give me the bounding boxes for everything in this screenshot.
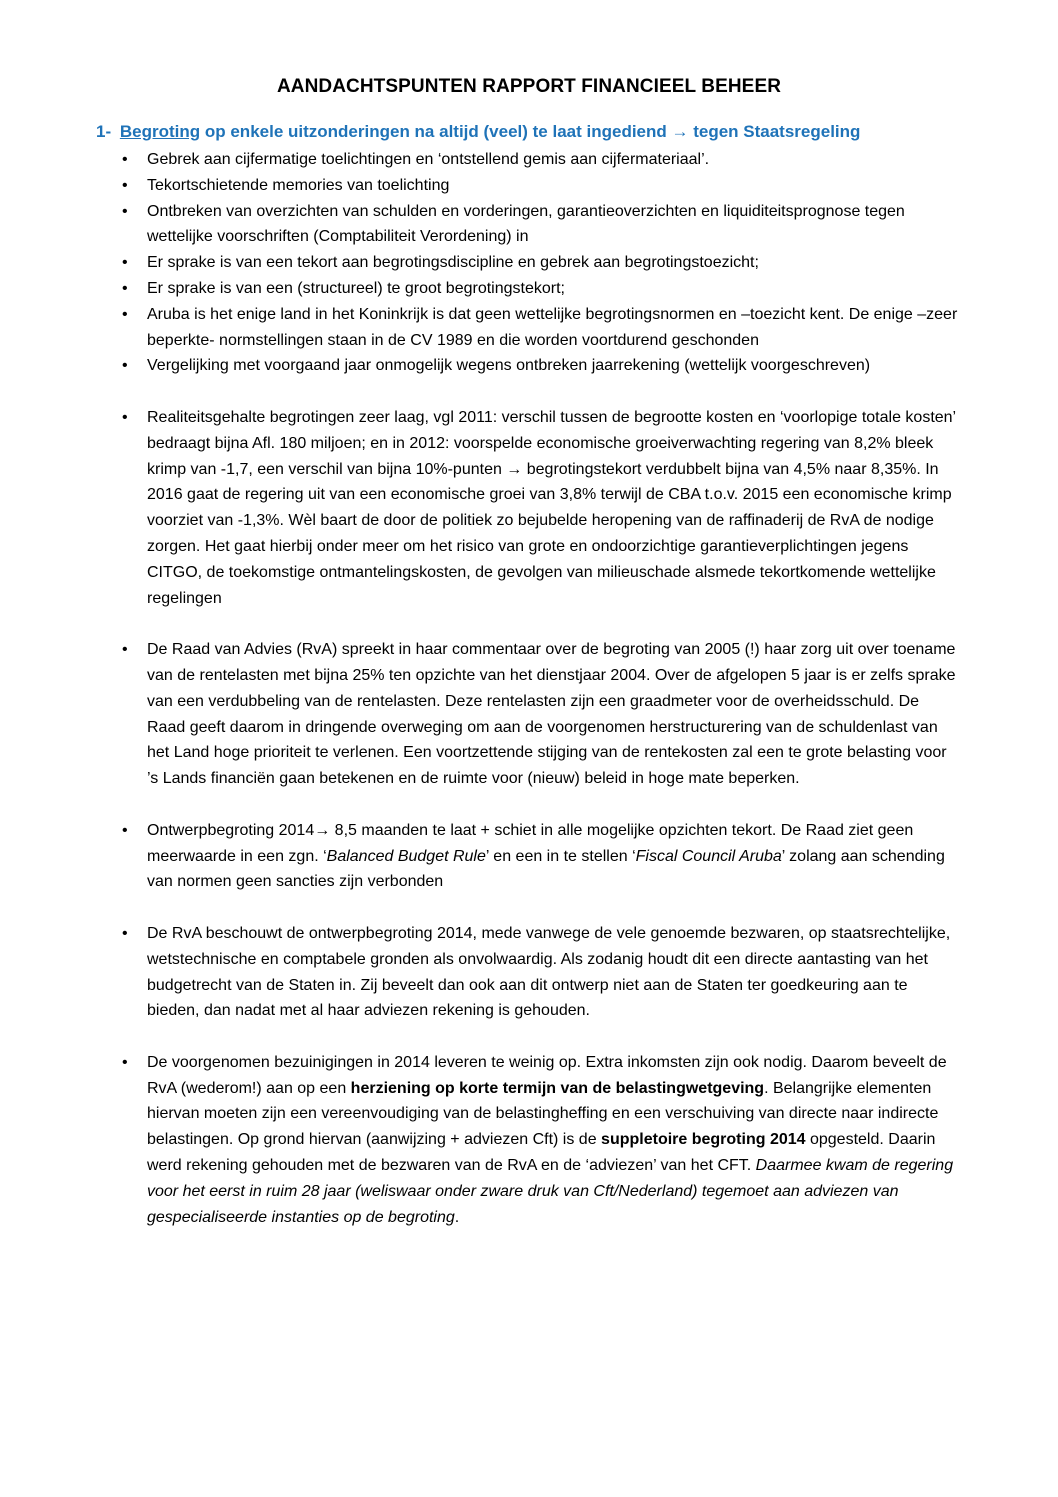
list-item [0,147,1058,173]
bullet-icon: • [122,254,128,272]
list-item-text: Tekortschietende memories van toelichting [147,176,450,194]
list-item-text: De Raad van Advies (RvA) spreekt in haar commentaar over de begroting van 2005 (!) haar zorg uit over toename van de rentelasten met bijna 25% ten opzichte van het dienstjaar 2004. Over de afgelopen 5 jaar is er zelfs sprake van een verdubbeling van de rentelasten. Deze rentelasten zijn een graadmeter voor de overheidsschuld. De Raad geeft daarom in dringende overweging om aan de voorgenomen herstructurering van de schuldenlast van het Land hoge prioriteit te verlenen. Een voortzettende stijging van de rentekosten zal een te grote belasting voor ’s Lands financiën gaan betekenen en de ruimte voor (nieuw) beleid in hoge mate beperken. [147,641,956,788]
spacer [0,1024,1058,1050]
list-item [0,1050,1058,1231]
list-item [0,250,1058,276]
list-item-text: Gebrek aan cijfermatige toelichtingen en ‘ontstellend gemis aan cijfermateriaal’. [147,151,710,168]
list-item [0,405,1058,611]
list-item [0,353,1058,379]
bold-phrase: herziening op korte termijn van de belastingwetgeving [350,1079,765,1097]
list-item [0,637,1058,792]
list-item [0,818,1058,895]
section-heading [96,119,996,145]
section-number: 1- [96,122,112,141]
bullet-icon: • [122,924,128,942]
list-item-text: Er sprake is van een tekort aan begrotingsdiscipline en gebrek aan begrotingstoezicht; [147,254,759,272]
spacer [0,792,1058,818]
list-item [0,199,1058,251]
spacer [0,379,1058,405]
bullet-icon: • [122,357,128,375]
list-item [0,173,1058,199]
bullet-icon: • [122,305,128,323]
list-item-text: De RvA beschouwt de ontwerpbegroting 2014, mede vanwege de vele genoemde bezwaren, op staatsrechtelijke, wetstechnische en comptabele gronden als onvolwaardig. Als zodanig houdt dit een directe aantasting van het budgetrecht van de Staten in. Zij beveelt dan ook aan dit ontwerp niet aan de Staten ter goedkeuring aan te bieden, dan nadat met al haar adviezen rekening is gehouden. [147,924,951,1020]
list-item-text: Aruba is het enige land in het Koninkrijk is dat geen wettelijke begrotingsnormen en –toezicht kent. De enige –zeer beperkte- normstellingen staan in de CV 1989 en die worden voortdurend geschonden [147,305,958,349]
list-item [0,302,1058,354]
spacer [0,895,1058,921]
bold-phrase: suppletoire begroting 2014 [601,1131,806,1149]
bullet-icon: • [122,279,128,297]
list-item-text: Realiteitsgehalte begrotingen zeer laag, vgl 2011: verschil tussen de begrootte kosten en ‘voorlopige totale kosten’ bedraagt bijna Afl. 180 miljoen; en in 2012: voorspelde economische groeiverwachting regering van 8,2% bleek krimp van -1,7, een verschil van bijna 10%-punten → begrotingstekort verdubbelt bijna van 4,5% naar 8,35%. In 2016 gaat de regering uit van een economische groei van 3,8% terwijl de CBA t.o.v. 2015 een economische krimp voorziet van -1,3%. Wèl baart de door de politiek zo bejubelde heropening van de raffinaderij de RvA de nodige zorgen. Het gaat hierbij onder meer om het risico van grote en ondoorzichtige garantieverplichtingen jegens CITGO, de toekomstige ontmantelingskosten, de gevolgen van milieuschade alsmede tekortkomende wettelijke regelingen [147,408,956,607]
italic-term: Fiscal Council Aruba [635,847,782,865]
bullet-list [0,147,1058,1230]
list-item-text: De voorgenomen bezuinigingen in 2014 leveren te weinig op. Extra inkomsten zijn ook nodig. Daarom beveelt de RvA (wederom!) aan op een [147,1053,947,1097]
list-item-text: . [454,1208,460,1226]
list-item [0,276,1058,302]
bullet-icon: • [122,641,128,659]
italic-term: Balanced Budget Rule [326,847,486,865]
bullet-icon: • [122,821,128,839]
section-heading-underlined: Begroting [119,122,201,141]
italic-phrase: Daarmee kwam de regering voor het eerst in ruim 28 jaar (weliswaar onder zware druk van Cft/Nederland) tegemoet aan adviezen van gespecialiseerde instanties op de begroting [147,1157,954,1226]
list-item-text: Ontwerpbegroting 2014→ 8,5 maanden te laat + schiet in alle mogelijke opzichten tekort. De Raad ziet geen meerwaarde in een zgn. ‘ [147,821,914,865]
list-item-text: Ontbreken van overzichten van schulden en vorderingen, garantieoverzichten en liquiditeitsprognose tegen wettelijke voorschriften (Comptabiliteit Verordening) in [147,202,905,246]
bullet-icon: • [122,408,128,426]
list-item-text: ’ zolang aan schending van normen geen sancties zijn verbonden [147,847,945,891]
bullet-icon: • [122,151,128,168]
list-item-text: Er sprake is van een (structureel) te groot begrotingstekort; [147,279,565,297]
spacer [0,611,1058,637]
list-item-text: opgesteld. Daarin werd rekening gehouden met de bezwaren van de RvA en de ‘adviezen’ van het CFT. [147,1131,936,1175]
bullet-icon: • [122,1053,128,1071]
document-title: AANDACHTSPUNTEN RAPPORT FINANCIEEL BEHEER [276,76,782,97]
section-heading-text: op enkele uitzonderingen na altijd (veel) te laat ingediend → tegen Staatsregeling [200,122,861,141]
list-item-text: . Belangrijke elementen hiervan moeten zijn een vereenvoudiging van de belastingheffing en een verschuiving van directe naar indirecte belastingen. Op grond hiervan (aanwijzing + adviezen Cft) is de [147,1079,939,1149]
list-item-text: Vergelijking met voorgaand jaar onmogelijk wegens ontbreken jaarrekening (wettelijk voorgeschreven) [147,357,871,375]
bullet-icon: • [122,176,128,194]
list-item-text: ’ en een in te stellen ‘ [485,847,636,865]
list-item [0,921,1058,1024]
bullet-icon: • [122,202,128,220]
